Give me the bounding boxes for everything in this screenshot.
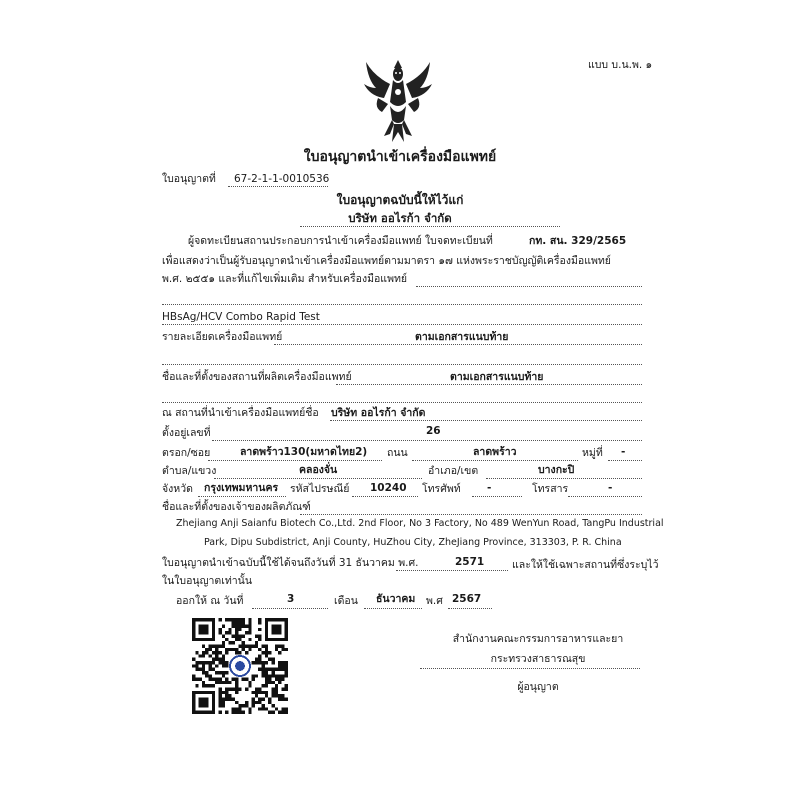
fax-label: โทรสาร [532, 483, 569, 495]
address-no-label: ตั้งอยู่เลขที่ [162, 427, 211, 439]
road-line [412, 460, 578, 461]
import-place-label: ณ สถานที่นำเข้าเครื่องมือแพทย์ชื่อ [162, 407, 319, 419]
license-no-value: 67-2-1-1-0010536 [234, 173, 330, 185]
license-no-line [228, 186, 328, 187]
validity-line-2: ในใบอนุญาตเท่านั้น [162, 575, 253, 587]
province-label: จังหวัด [162, 483, 193, 495]
soi-label: ตรอก/ซอย [162, 447, 211, 459]
address-no-line [212, 440, 642, 441]
qr-code[interactable] [192, 618, 288, 714]
garuda-emblem-icon [360, 58, 436, 144]
registration-no: กท. สน. 329/2565 [529, 235, 627, 247]
company-name: บริษัท ออไรก้า จำกัด [348, 211, 452, 225]
validity-year-line [396, 570, 508, 571]
device-name-line [162, 324, 642, 325]
validity-year: 2571 [455, 556, 485, 568]
issued-month-label: เดือน [334, 595, 358, 607]
manufacturer-line [336, 384, 642, 385]
phone-label: โทรศัพท์ [422, 483, 461, 495]
owner-address-line-1: Zhejiang Anji Saianfu Biotech Co.,Ltd. 2nd Floor, No 3 Factory, No 489 WenYun Road, TangPu Industrial [176, 518, 664, 529]
blank-line-2 [162, 364, 642, 365]
manufacturer-label: ชื่อและที่ตั้งของสถานที่ผลิตเครื่องมือแพทย์ [162, 371, 352, 383]
blank-line-1 [162, 304, 642, 305]
moo-line [608, 460, 642, 461]
issued-day-line [252, 608, 328, 609]
issued-year-line [448, 608, 492, 609]
province-line [198, 496, 286, 497]
signature-org-2: กระทรวงสาธารณสุข [490, 653, 586, 665]
issued-label: ออกให้ ณ วันที่ [176, 595, 244, 607]
phone-line [472, 496, 522, 497]
statement-line [416, 286, 642, 287]
soi-value: ลาดพร้าว130(มหาดไทย2) [240, 446, 368, 458]
device-name: HBsAg/HCV Combo Rapid Test [162, 311, 320, 323]
issued-year: 2567 [452, 593, 482, 605]
issued-year-label: พ.ศ [426, 595, 443, 607]
address-no: 26 [426, 425, 441, 437]
manufacturer-value: ตามเอกสารแนบท้าย [450, 371, 544, 383]
statement-line-2: พ.ศ. ๒๕๕๑ และที่แก้ไขเพิ่มเติม สำหรับเครื่องมือแพทย์ [162, 273, 408, 285]
license-no-label: ใบอนุญาตที่ [162, 173, 216, 185]
signature-role: ผู้อนุญาต [517, 681, 559, 693]
moo-label: หมู่ที่ [582, 447, 603, 459]
issued-day: 3 [287, 593, 295, 605]
issued-to-heading: ใบอนุญาตฉบับนี้ให้ไว้แก่ [336, 193, 464, 207]
tambon-value: คลองจั่น [299, 464, 338, 476]
moo-value: - [621, 446, 626, 458]
signature-org-1: สำนักงานคณะกรรมการอาหารและยา [452, 633, 624, 645]
fax-value: - [608, 482, 613, 494]
document-title: ใบอนุญาตนำเข้าเครื่องมือแพทย์ [303, 149, 497, 165]
import-place-name: บริษัท ออไรก้า จำกัด [331, 407, 426, 419]
owner-label: ชื่อและที่ตั้งของเจ้าของผลิตภัณฑ์ [162, 501, 311, 513]
postcode-label: รหัสไปรษณีย์ [290, 483, 350, 495]
import-place-line [330, 420, 642, 421]
amphoe-line [486, 478, 642, 479]
fax-line [568, 496, 642, 497]
road-value: ลาดพร้าว [473, 446, 517, 458]
signature-line [420, 668, 640, 669]
registration-text: ผู้จดทะเบียนสถานประกอบการนำเข้าเครื่องมือแพทย์ ใบจดทะเบียนที่ [188, 235, 493, 247]
statement-line-1: เพื่อแสดงว่าเป็นผู้รับอนุญาตนำเข้าเครื่องมือแพทย์ตามมาตรา ๑๗ แห่งพระราชบัญญัติเครื่องมือแพทย์ [162, 255, 611, 267]
road-label: ถนน [387, 447, 408, 459]
province-value: กรุงเทพมหานคร [204, 482, 279, 494]
postcode-line [352, 496, 418, 497]
device-detail-label: รายละเอียดเครื่องมือแพทย์ [162, 331, 283, 343]
company-name-line [300, 226, 560, 227]
issued-month-line [364, 608, 422, 609]
tambon-label: ตำบล/แขวง [162, 465, 217, 477]
amphoe-label: อำเภอ/เขต [428, 465, 479, 477]
soi-line [208, 460, 382, 461]
owner-address-line-2: Park, Dipu Subdistrict, Anji County, HuZhou City, ZheJiang Province, 313303, P. R. China [204, 537, 622, 548]
form-code: แบบ บ.น.พ. ๑ [588, 59, 653, 71]
device-detail-value: ตามเอกสารแนบท้าย [415, 331, 509, 343]
phone-value: - [487, 482, 492, 494]
owner-line [300, 514, 642, 515]
amphoe-value: บางกะปิ [538, 464, 575, 476]
device-detail-line [274, 344, 642, 345]
issued-month: ธันวาคม [376, 593, 416, 605]
postcode-value: 10240 [370, 482, 407, 494]
validity-text: ใบอนุญาตนำเข้าฉบับนี้ใช้ได้จนถึงวันที่ 31 ธันวาคม พ.ศ. [162, 557, 419, 569]
blank-line-3 [162, 402, 642, 403]
tambon-line [214, 478, 422, 479]
validity-suffix: และให้ใช้เฉพาะสถานที่ซึ่งระบุไว้ [512, 559, 659, 571]
